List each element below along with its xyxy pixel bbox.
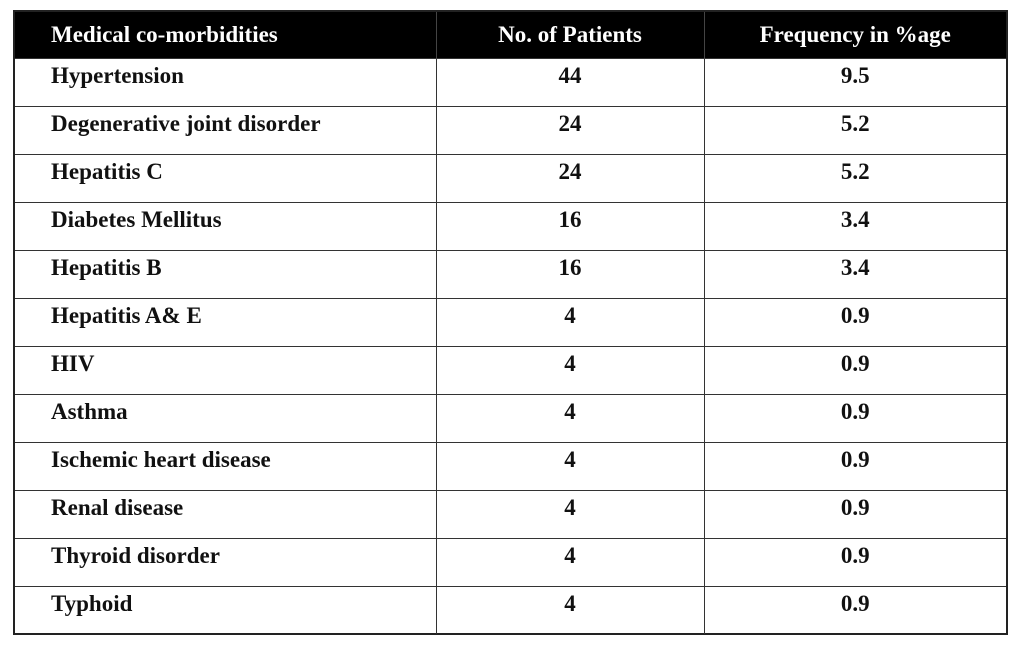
frequency-cell: 3.4: [704, 250, 1006, 298]
comorbidities-table: [15, 12, 1006, 634]
condition-cell: Hepatitis B: [15, 250, 436, 298]
condition-cell: Hepatitis A& E: [15, 298, 436, 346]
patients-cell: 16: [436, 250, 704, 298]
comorbidities-table-container: [13, 10, 1008, 635]
table-row: [15, 58, 1006, 106]
condition-cell: HIV: [15, 346, 436, 394]
table-header: [15, 12, 1006, 58]
patients-cell: 44: [436, 58, 704, 106]
frequency-cell: 5.2: [704, 106, 1006, 154]
patients-cell: 4: [436, 394, 704, 442]
frequency-cell: 3.4: [704, 202, 1006, 250]
table-row: [15, 298, 1006, 346]
patients-cell: 16: [436, 202, 704, 250]
condition-cell: Hypertension: [15, 58, 436, 106]
table-row: [15, 202, 1006, 250]
condition-cell: Diabetes Mellitus: [15, 202, 436, 250]
table-row: [15, 394, 1006, 442]
frequency-cell: 0.9: [704, 490, 1006, 538]
patients-cell: 4: [436, 538, 704, 586]
condition-cell: Thyroid disorder: [15, 538, 436, 586]
patients-cell: 24: [436, 106, 704, 154]
condition-cell: Ischemic heart disease: [15, 442, 436, 490]
table-body: [15, 58, 1006, 634]
patients-cell: 4: [436, 298, 704, 346]
condition-cell: Asthma: [15, 394, 436, 442]
table-row: [15, 154, 1006, 202]
header-number-of-patients: No. of Patients: [436, 12, 704, 58]
frequency-cell: 0.9: [704, 346, 1006, 394]
condition-cell: Hepatitis C: [15, 154, 436, 202]
frequency-cell: 0.9: [704, 586, 1006, 634]
table-row: [15, 250, 1006, 298]
frequency-cell: 0.9: [704, 298, 1006, 346]
patients-cell: 4: [436, 490, 704, 538]
frequency-cell: 0.9: [704, 442, 1006, 490]
header-medical-comorbidities: Medical co-morbidities: [15, 12, 436, 58]
table-row: [15, 346, 1006, 394]
table-row: [15, 490, 1006, 538]
patients-cell: 24: [436, 154, 704, 202]
table-row: [15, 442, 1006, 490]
patients-cell: 4: [436, 346, 704, 394]
header-row: [15, 12, 1006, 58]
condition-cell: Renal disease: [15, 490, 436, 538]
patients-cell: 4: [436, 442, 704, 490]
table-row: [15, 106, 1006, 154]
frequency-cell: 0.9: [704, 394, 1006, 442]
table-row: [15, 586, 1006, 634]
table-row: [15, 538, 1006, 586]
condition-cell: Degenerative joint disorder: [15, 106, 436, 154]
header-frequency-percentage: Frequency in %age: [759, 21, 951, 47]
frequency-cell: 0.9: [704, 538, 1006, 586]
condition-cell: Typhoid: [15, 586, 436, 634]
frequency-cell: 9.5: [704, 58, 1006, 106]
frequency-cell: 5.2: [704, 154, 1006, 202]
patients-cell: 4: [436, 586, 704, 634]
